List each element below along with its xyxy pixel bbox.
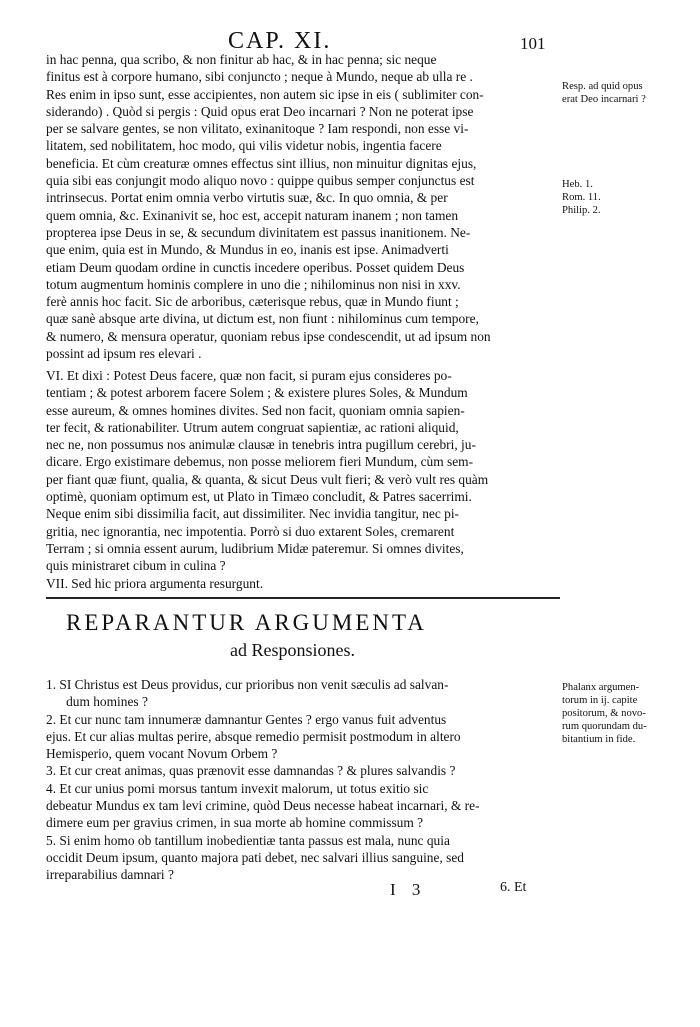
text-line: esse aureum, & omnes homines divites. Sed non facit, quoniam omnia sapien-	[46, 402, 465, 418]
text-line: intrinsecus. Portat enim omnia verbo virtutis suæ, &c. In quo omnia, & per	[46, 190, 448, 206]
margin-note-line: torum in ij. capite	[562, 695, 638, 706]
list-item: ejus. Et cur alias multas perire, absque remedio permisit postmodum in altero	[46, 728, 461, 744]
text-line: per fiant quæ fiunt, qualia, & quanta, & sicut Deus vult fieri; & verò vult res quàm	[46, 471, 489, 487]
text-line: dicare. Ergo existimare debemus, non posse meliorem fieri Mundum, cùm sem-	[46, 454, 474, 470]
text-line: optimè, quoniam optimum est, ut Plato in Timæo concludit, & Patres sacerrimi.	[46, 489, 472, 505]
text-line: Neque enim sibi dissimilia facit, aut dissimiliter. Nec invidia tangitur, nec pi-	[46, 506, 459, 522]
text-line: VI. Et dixi : Potest Deus facere, quæ non facit, si puram ejus consideres po-	[46, 368, 452, 383]
page-number: 101	[520, 34, 546, 53]
text-line: Res enim in ipso sunt, esse accipientes, non autem sic ipse in eis ( sublimiter con-	[46, 86, 484, 102]
list-item: debeatur Mundus ex tam levi crimine, quòd Deus necesse habeat incarnari, & re-	[46, 798, 480, 814]
list-item: dimere eum per gravius crimen, in sua morte ab homine commissum ?	[46, 815, 424, 831]
margin-note-phalanx	[562, 681, 647, 746]
text-line: VII. Sed hic priora argumenta resurgunt.	[46, 575, 264, 591]
list-item: dum homines ?	[46, 694, 148, 710]
catchword: 6. Et	[500, 880, 527, 895]
margin-note-line: Heb. 1.	[562, 179, 593, 190]
text-line: nec ne, non possumus nos animulæ clausæ in tenebris intra pugillum cerebri, ju-	[46, 437, 476, 453]
text-line: quis ministraret cibum in culina ?	[46, 558, 226, 574]
section-title: REPARANTUR ARGUMENTA	[66, 610, 427, 635]
margin-note-line: Philip. 2.	[562, 205, 601, 216]
margin-note-line: Rom. 11.	[562, 192, 601, 203]
text-line: propterea ipse Deus in se, & secundum divinitatem est passus inanitionem. Ne-	[46, 224, 471, 240]
chapter-heading: CAP. XI.	[228, 28, 332, 54]
list-item: 3. Et cur creat animas, quas prænovit esse damnandas ? & plures salvandis ?	[46, 763, 456, 779]
section-subtitle: ad Responsiones.	[230, 640, 355, 660]
text-line: & numero, & mensura operatur, quoniam rebus ipse condescendit, ut ad ipsum non	[46, 328, 491, 344]
text-line: Terram ; si omnia essent aurum, ludibrium Midæ pateremur. Si omnes divites,	[46, 540, 464, 556]
list-item: irreparabilius damnari ?	[46, 867, 174, 883]
text-line: quem omnia, &c. Exinanivit se, hoc est, accepit naturam inanem ; non tamen	[46, 207, 459, 223]
margin-note-line: erat Deo incarnari ?	[562, 94, 646, 105]
margin-note-line: positorum, & novo-	[562, 708, 646, 719]
text-line: gritia, nec ignorantia, nec impotentia. Porrò si duo extarent Soles, cremarent	[46, 523, 455, 539]
list-item: 2. Et cur nunc tam innumeræ damnantur Gentes ? ergo vanus fuit adventus	[46, 711, 447, 727]
margin-note-line: Phalanx argumen-	[562, 682, 640, 693]
margin-note-references	[562, 178, 601, 217]
paragraph-block-1	[46, 51, 554, 362]
text-line: tentiam ; & potest arborem facere Solem ; & existere plures Soles, & Mundum	[46, 385, 468, 401]
section-divider	[46, 597, 560, 599]
margin-note-line: rum quorundam du-	[562, 721, 647, 732]
text-line: etiam Deum quodam ordine in cunctis incedere operibus. Posset quidem Deus	[46, 259, 465, 275]
text-line: quia sibi eas conjungit modo aliquo novo : quippe quibus semper conjunctus est	[46, 173, 475, 189]
text-line: in hac penna, qua scribo, & non finitur ab hac, & in hac penna; sic neque	[46, 52, 437, 67]
text-line: per se salvare gentes, se non vilitato, exinanitoque ? Iam respondi, non esse vi-	[46, 121, 469, 137]
list-item: occidit Deum ipsum, quanto majora pati debet, nec salvari illius sanguine, sed	[46, 849, 464, 865]
signature-mark: I 3	[390, 880, 427, 899]
text-line: litatem, sed nobilitatem, hoc modo, qui vilis videtur nobis, ingentia facere	[46, 138, 442, 154]
text-line: beneficia. Et cùm creaturæ omnes effectus sint illius, non minuitur dignitas ejus,	[46, 155, 477, 171]
text-line: ferè annis hoc facit. Sic de arboribus, cæterisque rebus, quæ in Mundo fiunt ;	[46, 294, 459, 310]
list-item: 5. Si enim homo ob tantillum inobedientiæ tanta passus est mala, nunc quia	[46, 832, 450, 848]
margin-note-response	[562, 80, 646, 106]
text-line: que enim, quia est in Mundo, & Mundus in eo, inanis est ipse. Animadverti	[46, 242, 449, 258]
text-line: possint ad ipsum res elevari .	[46, 346, 202, 362]
text-line: quæ sanè absque arte divina, ut dictum est, non fiunt : nihilominus cum tempore,	[46, 311, 479, 327]
list-item: Hemisperio, quem vocant Novum Orbem ?	[46, 746, 278, 762]
argument-list	[46, 676, 554, 884]
text-line: totum augmentum hominis complere in uno die ; nihilominus non nisi in xxv.	[46, 276, 461, 292]
list-item: 1. SI Christus est Deus providus, cur prioribus non venit sæculis ad salvan-	[46, 677, 449, 692]
paragraph-block-2	[46, 367, 554, 592]
text-line: siderando) . Quòd si pergis : Quid opus erat Deo incarnari ? Non ne poterat ipse	[46, 103, 474, 119]
list-item: 4. Et cur unius pomi morsus tantum invexit malorum, ut totus exitio sic	[46, 780, 429, 796]
margin-note-line: Resp. ad quid opus	[562, 81, 643, 92]
text-line: ter fecit, & rationabiliter. Utrum autem congruat sapientiæ, ac rationi aliquid,	[46, 419, 459, 435]
margin-note-line: bitantium in fide.	[562, 734, 636, 745]
text-line: finitus est à corpore humano, sibi conjuncto ; neque à Mundo, neque ab ulla re .	[46, 69, 473, 85]
